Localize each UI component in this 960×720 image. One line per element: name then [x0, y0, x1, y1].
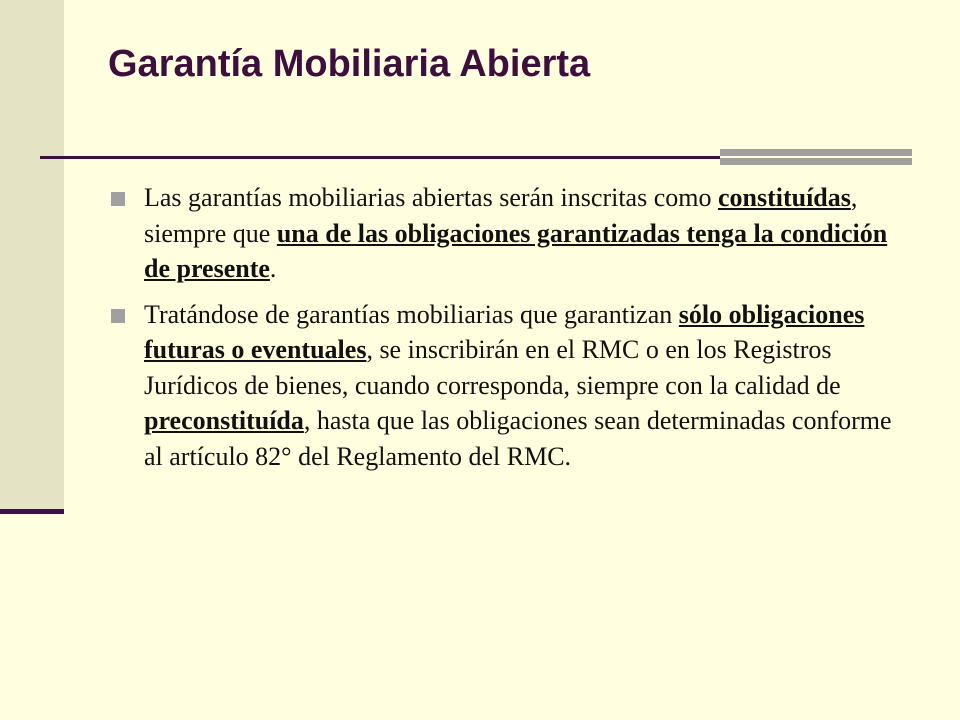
left-accent-bar: [0, 509, 64, 514]
square-bullet-icon: [111, 309, 125, 323]
bullet-item: [108, 297, 908, 475]
title-divider-line: [40, 156, 720, 159]
bullet-text: , siempre que: [144, 183, 858, 248]
left-side-band: [0, 0, 64, 511]
square-bullet-icon: [111, 192, 125, 206]
bullet-text: , hasta que las obligaciones sean determinadas conforme al artículo 82° del Reglamento del RMC.: [144, 406, 892, 471]
bullet-text: , se inscribirán en el RMC o en los Registros Jurídicos de bienes, cuando corresponda, siempre con la calidad de: [144, 335, 841, 400]
slide-title: Garantía Mobiliaria Abierta: [108, 43, 591, 85]
emphasis-text: una de las obligaciones garantizadas tenga la condición de presente: [144, 218, 888, 283]
title-divider-accent: [720, 149, 912, 165]
emphasis-text: preconstituída: [144, 406, 304, 435]
bullet-text: Tratándose de garantías mobiliarias que garantizan: [144, 299, 679, 329]
bullet-text: Las garantías mobiliarias abiertas serán inscritas como: [144, 183, 718, 212]
slide-body: [108, 180, 908, 484]
bullet-item: [108, 180, 908, 287]
emphasis-text: constituídas: [717, 183, 851, 212]
emphasis-text: sólo obligaciones futuras o eventuales: [144, 299, 865, 364]
bullet-text: .: [269, 254, 277, 283]
